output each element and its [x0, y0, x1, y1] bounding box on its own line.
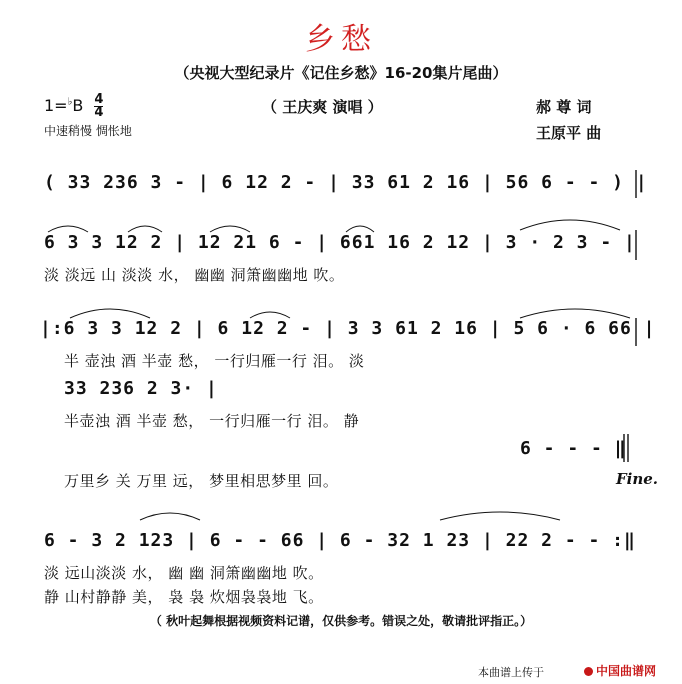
key-note: B	[72, 96, 84, 115]
lyricist-credit: 郝 尊 词	[536, 98, 592, 116]
lyric-row-6a: 淡 远山淡淡 水， 幽 幽 洞箫幽幽地 吹。	[44, 564, 324, 582]
logo-icon	[584, 667, 593, 676]
key-prefix: 1=	[44, 96, 68, 115]
flat-sign: ♭	[67, 96, 73, 108]
fine-marking: Fine.	[616, 470, 659, 488]
logo-text: 中国曲谱网	[596, 664, 657, 678]
singer-credit: （ 王庆爽 演唱 ）	[262, 98, 383, 116]
site-logo[interactable]	[584, 662, 656, 679]
transcription-note: （ 秋叶起舞根据视频资料记谱，仅供参考。错误之处，敬请批评指正。）	[149, 614, 533, 628]
tempo-marking: 中速稍慢 惆怅地	[44, 124, 132, 138]
slur	[440, 512, 560, 520]
notation-row-6: 6 - 3 2 123 | 6 - - 66 | 6 - 32 1 23 | 22 2 - - :‖	[44, 530, 636, 551]
lyric-row-5: 万里乡 关 万里 远， 梦里相思梦里 回。	[64, 472, 339, 490]
notation-row-2: 6 3 3 12 2 | 12 21 6 - | 661 16 2 12 | 3 · 2 3 - |	[44, 232, 636, 253]
slur	[520, 220, 620, 230]
lyric-row-3: 半 壶浊 酒 半壶 愁， 一行归雁一行 泪。 淡	[64, 352, 365, 370]
notation-row-1: ( 33 236 3 - | 6 12 2 - | 33 61 2 16 | 56 6 - - ) |	[44, 172, 648, 193]
lyric-row-2: 淡 淡远 山 淡淡 水， 幽幽 洞箫幽幽地 吹。	[44, 266, 345, 284]
lyric-row-6b: 静 山村静静 美， 袅 袅 炊烟袅袅地 飞。	[44, 588, 324, 606]
notation-row-3: |:6 3 3 12 2 | 6 12 2 - | 3 3 61 2 16 | 5 6 · 6 66 |	[40, 318, 656, 339]
lyric-row-4: 半壶浊 酒 半壶 愁， 一行归雁一行 泪。 静	[64, 412, 360, 430]
slur	[140, 513, 200, 520]
time-bottom: 4	[94, 105, 104, 120]
song-title: 乡愁	[305, 22, 377, 57]
upload-note: 本曲谱上传于	[478, 666, 544, 679]
song-subtitle: （央视大型纪录片《记住乡愁》16-20集片尾曲）	[174, 64, 508, 82]
time-top: 4	[94, 92, 104, 107]
slur	[70, 309, 150, 318]
composer-credit: 王原平 曲	[536, 124, 602, 142]
notation-row-4: 33 236 2 3· |	[64, 378, 218, 399]
slur	[520, 309, 630, 318]
notation-row-5: 6 - - - ‖	[520, 438, 627, 459]
